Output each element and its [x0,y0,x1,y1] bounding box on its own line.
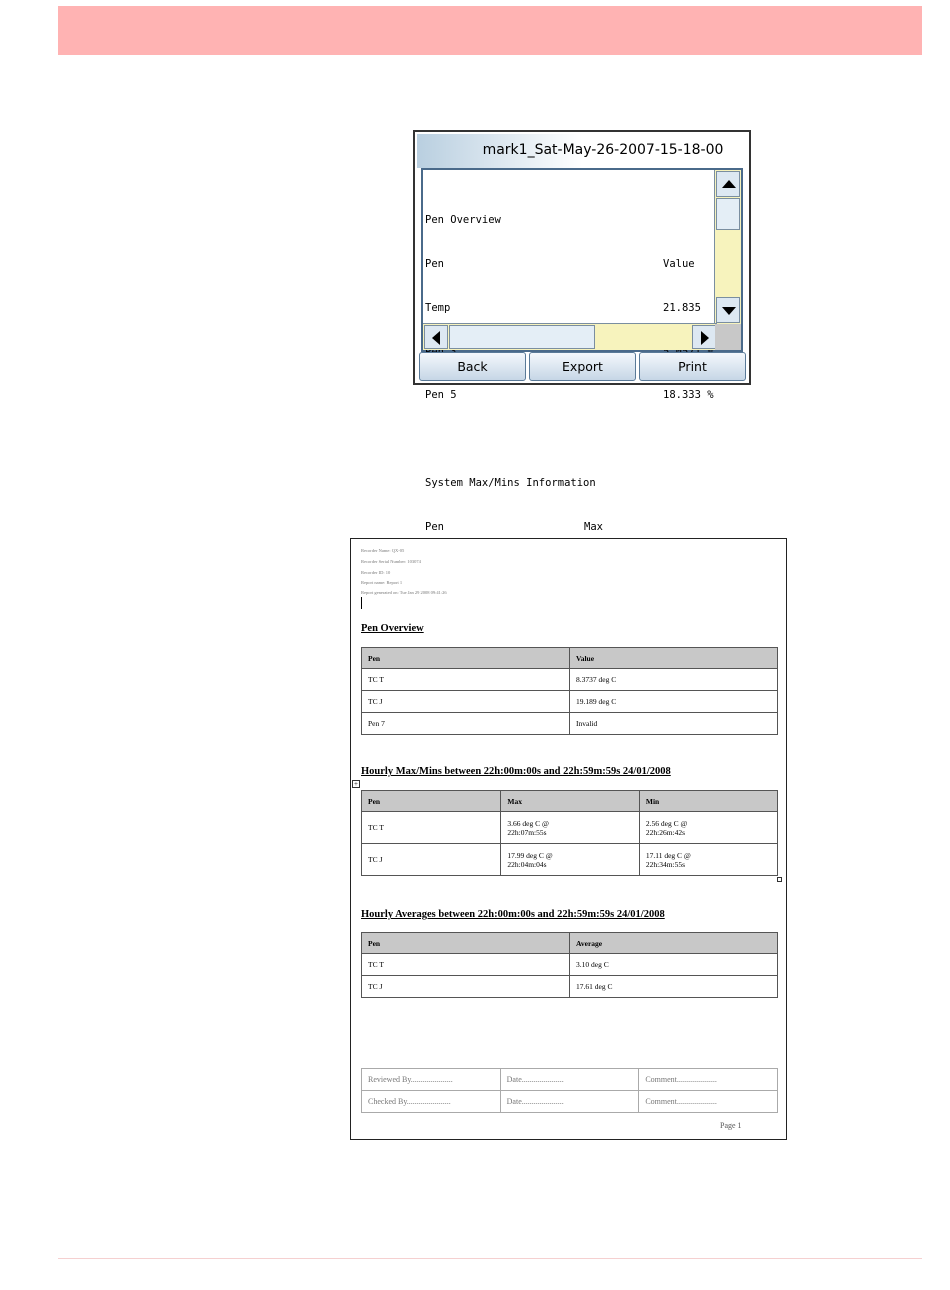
column-header: Value [570,648,778,669]
print-button[interactable]: Print [639,352,746,381]
meta-serial-number: Recorder Serial Number: 103074 [361,559,421,564]
table-cell: 19.189 deg C [570,691,778,713]
min-time: 22h:34m:55s [645,859,686,869]
back-button[interactable]: Back [419,352,526,381]
horizontal-scroll-thumb[interactable] [449,325,595,349]
table-cell: 8.3737 deg C [570,669,778,691]
table-cell: TC J [362,691,570,713]
table-cell: TC J [362,844,501,876]
table-cell [639,812,777,844]
report-line: System Max/Mins Information [425,476,596,489]
screen-title-bar [417,134,747,168]
max-time: 22h:04m:04s [507,859,547,869]
arrow-left-icon [432,331,440,345]
hourly-maxmins-table [361,790,778,876]
report-line [425,432,717,447]
max-value: 17.99 deg C @ [507,850,553,860]
table-row [362,976,778,998]
date-field: Date..................... [500,1069,639,1091]
table-move-handle-icon[interactable]: + [352,780,360,788]
table-cell [639,844,777,876]
page-number: Page 1 [720,1121,742,1130]
max-value: 3.66 deg C @ [507,818,549,828]
pen-overview-table [361,647,778,735]
table-row [362,954,778,976]
table-row [362,812,778,844]
table-row [362,844,778,876]
signature-table [361,1068,778,1113]
table-row [362,691,778,713]
column-header: Pen [362,933,570,954]
arrow-down-icon [722,307,736,315]
horizontal-scrollbar[interactable] [423,323,717,350]
arrow-right-icon [701,331,709,345]
header-band [58,6,922,55]
table-row [362,669,778,691]
pen-overview-title: Pen Overview [361,623,424,634]
scrollbar-corner [715,324,741,350]
max-time: 22h:07m:55s [507,827,547,837]
table-cell: 17.61 deg C [570,976,778,998]
export-button[interactable]: Export [529,352,636,381]
comment-field: Comment.................... [639,1091,778,1113]
table-header-row [362,648,778,669]
table-header-row [362,933,778,954]
table-cell [501,844,640,876]
recorder-screen [413,130,751,533]
scroll-left-button[interactable] [424,325,448,349]
column-header: Min [639,791,777,812]
vertical-scrollbar[interactable] [714,170,741,324]
checked-by-field: Checked By...................... [362,1091,501,1113]
text-cursor [361,597,362,609]
table-row [362,713,778,735]
arrow-up-icon [722,180,736,188]
table-cell: 3.10 deg C [570,954,778,976]
vertical-scroll-thumb[interactable] [716,198,740,230]
report-line: Temp 21.835 [425,301,701,314]
table-cell [501,812,640,844]
table-row [362,1069,778,1091]
table-cell: TC T [362,954,570,976]
table-cell: TC T [362,812,501,844]
printed-report-page [350,538,787,1140]
meta-recorder-name: Recorder Name: QX-05 [361,548,405,553]
report-line: Pen Max [425,520,603,533]
hourly-averages-title: Hourly Averages between 22h:00m:00s and 22h:59m:59s 24/01/2008 [361,909,665,920]
scroll-up-button[interactable] [716,171,740,197]
date-field: Date..................... [500,1091,639,1113]
reviewed-by-field: Reviewed By..................... [362,1069,501,1091]
report-line: Pen Overview [425,214,501,227]
table-resize-handle-icon[interactable] [777,877,782,882]
min-time: 22h:26m:42s [645,827,686,837]
table-row [362,1091,778,1113]
table-cell: TC T [362,669,570,691]
scroll-down-button[interactable] [716,297,740,323]
min-value: 17.11 deg C @ [645,850,691,860]
column-header: Pen [362,648,570,669]
column-header: Average [570,933,778,954]
column-header: Max [501,791,640,812]
screen-title: mark1_Sat-May-26-2007-15-18-00 [482,142,724,158]
comment-field: Comment.................... [639,1069,778,1091]
column-header: Pen [362,791,501,812]
meta-generated-on: Report generated on: Tue Jan 29 2008 09:41:26 [361,590,447,595]
table-cell: TC J [362,976,570,998]
min-value: 2.56 deg C @ [645,818,688,828]
table-cell: Pen 7 [362,713,570,735]
hourly-averages-table [361,932,778,998]
screen-button-bar [419,352,745,381]
hourly-maxmins-title: Hourly Max/Mins between 22h:00m:00s and 22h:59m:59s 24/01/2008 [361,766,671,777]
meta-recorder-id: Recorder ID: 10 [361,570,391,575]
table-header-row [362,791,778,812]
footer-rule [58,1258,922,1259]
report-line: Pen Value [425,257,695,270]
scroll-right-button[interactable] [692,325,716,349]
table-cell: Invalid [570,713,778,735]
report-line: Pen 5 18.333 % [425,389,714,402]
meta-report-name: Report name: Report 1 [361,580,403,585]
